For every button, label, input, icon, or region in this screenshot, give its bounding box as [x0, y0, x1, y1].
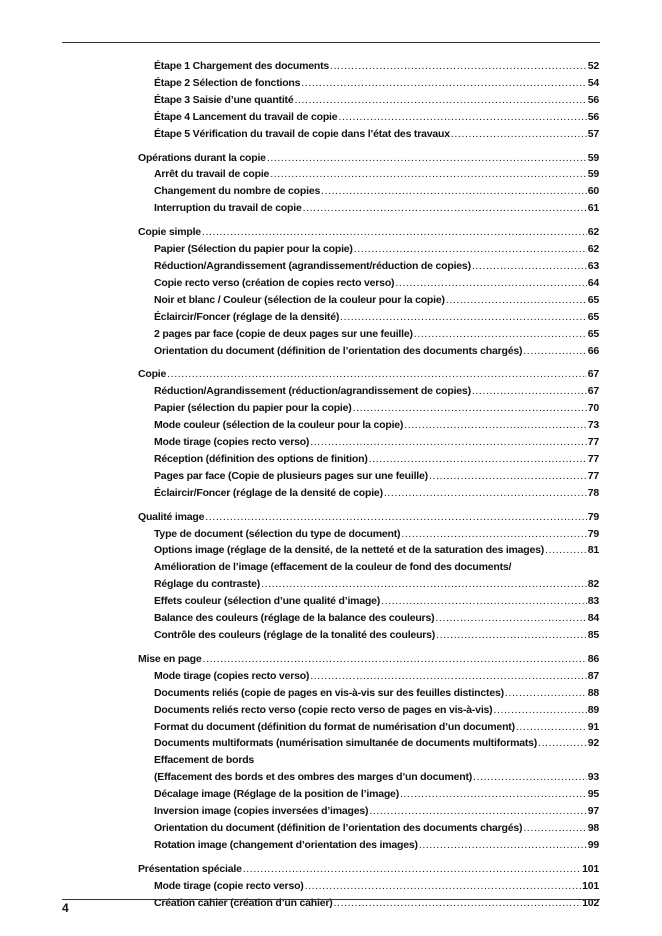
- toc-entry-page: 91: [587, 720, 599, 733]
- toc-section[interactable]: [138, 509, 599, 526]
- toc-entry[interactable]: [154, 610, 599, 627]
- dot-leader: [301, 75, 586, 92]
- toc-entry[interactable]: [154, 75, 599, 92]
- toc-entry[interactable]: [154, 292, 599, 309]
- dot-leader: [202, 224, 587, 241]
- toc-entry-page: 57: [587, 127, 599, 140]
- toc-entry[interactable]: [154, 109, 599, 126]
- toc-entry[interactable]: [154, 383, 599, 400]
- toc-entry[interactable]: [154, 702, 599, 719]
- toc-entry[interactable]: [154, 200, 599, 217]
- toc-entry-title: Format du document (définition du format de numérisation d’un document): [154, 720, 515, 733]
- page-number: 4: [62, 901, 69, 915]
- toc-entry-page: 79: [587, 527, 599, 540]
- toc-entry[interactable]: [154, 92, 599, 109]
- toc-entry-title: Décalage image (Réglage de la position de l’image): [154, 788, 399, 801]
- dot-leader: [384, 485, 587, 502]
- dot-leader: [401, 526, 586, 543]
- toc-entry-page: 87: [587, 669, 599, 682]
- toc-entry[interactable]: [154, 166, 599, 183]
- toc-entry-page: 66: [587, 344, 599, 357]
- toc-entry-title: Copie: [138, 368, 167, 381]
- dot-leader: [167, 366, 587, 383]
- dot-leader: [369, 451, 587, 468]
- toc-entry-page: 65: [587, 327, 599, 340]
- toc-section[interactable]: [138, 651, 599, 668]
- toc-entry[interactable]: [154, 786, 599, 803]
- toc-entry-title: Interruption du travail de copie: [154, 202, 302, 215]
- toc-entry-page: 86: [587, 652, 599, 665]
- toc-entry-page: 84: [587, 612, 599, 625]
- toc-entry-page: 59: [587, 151, 599, 164]
- toc-entry-page: 59: [587, 168, 599, 181]
- toc-entry-title: Documents reliés recto verso (copie recto verso de pages en vis-à-vis): [154, 703, 493, 716]
- toc-entry-title: Pages par face (Copie de plusieurs pages sur une feuille): [154, 469, 428, 482]
- toc-entry[interactable]: [154, 241, 599, 258]
- dot-leader: [203, 651, 587, 668]
- toc-entry-title: Contrôle des couleurs (réglage de la tonalité des couleurs): [154, 629, 436, 641]
- toc-entry-page: 101: [582, 862, 599, 875]
- toc-entry-title: Réduction/Agrandissement (agrandissement/réduction de copies): [154, 259, 471, 272]
- toc-entry-title: Arrêt du travail de copie: [154, 168, 270, 181]
- toc-entry-title: Copie recto verso (création de copies recto verso): [154, 276, 395, 289]
- toc-entry-page: 77: [587, 436, 599, 449]
- toc-entry[interactable]: [154, 719, 599, 736]
- toc-entry[interactable]: [154, 769, 599, 786]
- toc-entry-title: Qualité image: [138, 510, 205, 523]
- dot-leader: [545, 542, 587, 559]
- toc-entry-heading-line: Amélioration de l’image (effacement de la couleur de fond des documents/: [154, 561, 512, 574]
- toc-entry-title: Réglage du contraste): [154, 578, 261, 591]
- header-rule: [62, 42, 600, 43]
- toc-entry-title: Étape 3 Saisie d’une quantité: [154, 93, 294, 106]
- toc-entry-page: 77: [587, 469, 599, 482]
- toc-entry-page: 64: [587, 276, 599, 289]
- toc-section[interactable]: [138, 224, 599, 241]
- toc-entry[interactable]: [154, 58, 599, 75]
- toc-entry[interactable]: [154, 343, 599, 360]
- toc-entry[interactable]: [154, 400, 599, 417]
- toc-entry-title: (Effacement des bords et des ombres des marges d’un document): [154, 771, 473, 784]
- toc-entry-page: 54: [587, 76, 599, 89]
- dot-leader: [451, 126, 587, 143]
- toc-entry[interactable]: [154, 627, 599, 644]
- toc-entry-title: Effets couleur (sélection d’une qualité d’image): [154, 595, 381, 608]
- toc-entry[interactable]: [154, 468, 599, 485]
- toc-entry-title: Noir et blanc / Couleur (sélection de la couleur pour la copie): [154, 293, 445, 306]
- dot-leader: [205, 509, 586, 526]
- toc-entry-page: 65: [587, 293, 599, 306]
- toc-entry-page: 77: [587, 452, 599, 465]
- dot-leader: [369, 803, 586, 820]
- toc-entry-page: 62: [587, 226, 599, 239]
- dot-leader: [523, 820, 586, 837]
- dot-leader: [419, 837, 587, 854]
- toc-entry-page: 60: [587, 185, 599, 198]
- toc-entry-title: Éclaircir/Foncer (réglage de la densité): [154, 310, 340, 323]
- toc-entry[interactable]: [154, 275, 599, 292]
- toc-entry-page: 62: [587, 243, 599, 256]
- toc-entry[interactable]: [154, 735, 599, 752]
- dot-leader: [243, 861, 581, 878]
- toc-entry[interactable]: [154, 126, 599, 143]
- toc-entry-title: Étape 2 Sélection de fonctions: [154, 76, 301, 89]
- toc-entry[interactable]: [154, 895, 599, 912]
- toc-entry-title: Documents reliés (copie de pages en vis-à-vis sur des feuilles distinctes): [154, 686, 504, 699]
- toc-entry[interactable]: [154, 593, 599, 610]
- dot-leader: [395, 275, 586, 292]
- toc-entry[interactable]: [154, 837, 599, 854]
- toc-entry[interactable]: [154, 326, 599, 343]
- dot-leader: [472, 258, 587, 275]
- toc-entry-title: Mode couleur (sélection de la couleur pour la copie): [154, 419, 404, 432]
- toc-entry[interactable]: [154, 434, 599, 451]
- toc-entry-title: Réception (définition des options de finition): [154, 452, 368, 465]
- toc-entry-title: Éclaircir/Foncer (réglage de la densité de copie): [154, 486, 383, 499]
- toc-entry-page: 82: [587, 578, 599, 591]
- toc-entry-title: Changement du nombre de copies: [154, 185, 321, 198]
- dot-leader: [310, 434, 586, 451]
- toc-entry[interactable]: [154, 685, 599, 702]
- toc-entry-page: 67: [587, 385, 599, 398]
- toc-section[interactable]: [138, 366, 599, 383]
- toc-entry-page: 88: [587, 686, 599, 699]
- dot-leader: [267, 150, 587, 167]
- dot-leader: [523, 343, 586, 360]
- toc-entry-page: 81: [587, 544, 599, 557]
- toc-entry[interactable]: [154, 258, 599, 275]
- dot-leader: [473, 769, 587, 786]
- table-of-contents: [138, 58, 599, 912]
- toc-entry-title: Mode tirage (copies recto verso): [154, 436, 310, 449]
- dot-leader: [353, 400, 587, 417]
- toc-entry[interactable]: [154, 485, 599, 502]
- toc-entry-heading-line: Effacement de bords: [154, 754, 255, 767]
- toc-entry[interactable]: [154, 668, 599, 685]
- toc-entry-title: Inversion image (copies inversées d’images): [154, 805, 369, 818]
- dot-leader: [330, 58, 587, 75]
- toc-entry-title: Étape 5 Vérification du travail de copie dans l’état des travaux: [154, 127, 450, 140]
- toc-entry[interactable]: [154, 820, 599, 837]
- toc-entry-title: Balance des couleurs (réglage de la balance des couleurs): [154, 612, 435, 625]
- toc-entry-title: Copie simple: [138, 226, 201, 239]
- toc-entry-page: 61: [587, 202, 599, 215]
- dot-leader: [303, 200, 587, 217]
- dot-leader: [446, 292, 587, 309]
- dot-leader: [429, 468, 587, 485]
- toc-entry[interactable]: [154, 542, 599, 559]
- toc-entry-page: 67: [587, 368, 599, 381]
- toc-entry[interactable]: [154, 803, 599, 820]
- dot-leader: [400, 786, 587, 803]
- dot-leader: [381, 593, 587, 610]
- dot-leader: [493, 702, 586, 719]
- toc-entry-page: 52: [587, 60, 599, 72]
- toc-section[interactable]: [138, 150, 599, 167]
- toc-entry[interactable]: [154, 183, 599, 200]
- toc-entry-title: Papier (Sélection du papier pour la copie): [154, 243, 353, 256]
- toc-entry-page: 70: [587, 402, 599, 415]
- toc-entry-page: 89: [587, 703, 599, 716]
- toc-entry-title: Étape 1 Chargement des documents: [154, 60, 330, 72]
- toc-entry-title: Orientation du document (définition de l’orientation des documents chargés): [154, 821, 523, 834]
- dot-leader: [404, 417, 586, 434]
- toc-entry-page: 73: [587, 419, 599, 432]
- dot-leader: [321, 183, 587, 200]
- toc-entry-page: 63: [587, 259, 599, 272]
- toc-entry-title: Présentation spéciale: [138, 862, 242, 875]
- toc-entry-page: 101: [582, 879, 599, 892]
- toc-entry-page: 83: [587, 595, 599, 608]
- dot-leader: [414, 326, 587, 343]
- toc-entry[interactable]: [154, 451, 599, 468]
- dot-leader: [340, 309, 587, 326]
- footer-rule: [62, 899, 600, 900]
- dot-leader: [334, 895, 582, 912]
- dot-leader: [354, 241, 587, 258]
- dot-leader: [505, 685, 587, 702]
- toc-entry-page: 102: [582, 896, 599, 909]
- dot-leader: [538, 735, 587, 752]
- dot-leader: [435, 610, 586, 627]
- dot-leader: [338, 109, 586, 126]
- toc-entry-title: Mise en page: [138, 652, 202, 665]
- toc-entry-page: 99: [587, 838, 599, 851]
- dot-leader: [310, 668, 586, 685]
- toc-entry-page: 56: [587, 93, 599, 106]
- toc-entry[interactable]: [154, 576, 599, 593]
- toc-entry-page: 79: [587, 510, 599, 523]
- dot-leader: [261, 576, 587, 593]
- toc-entry-title: Options image (réglage de la densité, de la netteté et de la saturation des images): [154, 544, 545, 557]
- toc-entry-title: Orientation du document (définition de l’orientation des documents chargés): [154, 344, 523, 357]
- toc-entry-title: 2 pages par face (copie de deux pages sur une feuille): [154, 327, 413, 340]
- toc-entry-page: 95: [587, 788, 599, 801]
- toc-entry-title: Rotation image (changement d’orientation des images): [154, 838, 418, 851]
- toc-entry-title: Opérations durant la copie: [138, 151, 266, 164]
- dot-leader: [472, 383, 587, 400]
- toc-entry-title: Documents multiformats (numérisation simultanée de documents multiformats): [154, 737, 538, 750]
- toc-entry-title: Mode tirage (copie recto verso): [154, 879, 304, 892]
- toc-entry-page: 78: [587, 486, 599, 499]
- toc-entry-title: Réduction/Agrandissement (réduction/agrandissement de copies): [154, 385, 471, 398]
- toc-entry[interactable]: [154, 878, 599, 895]
- toc-entry-page: 56: [587, 110, 599, 123]
- toc-entry-page: 92: [587, 737, 599, 750]
- toc-entry-title: Mode tirage (copies recto verso): [154, 669, 310, 682]
- dot-leader: [305, 878, 581, 895]
- dot-leader: [436, 627, 587, 644]
- toc-entry[interactable]: [154, 417, 599, 434]
- dot-leader: [516, 719, 587, 736]
- dot-leader: [295, 92, 587, 109]
- toc-entry-page: 85: [587, 629, 599, 641]
- toc-entry[interactable]: [154, 526, 599, 543]
- toc-entry-page: 98: [587, 821, 599, 834]
- toc-entry-title: Type de document (sélection du type de document): [154, 527, 401, 540]
- toc-section[interactable]: [138, 861, 599, 878]
- toc-entry-page: 93: [587, 771, 599, 784]
- toc-entry-title: Étape 4 Lancement du travail de copie: [154, 110, 338, 123]
- toc-entry-page: 65: [587, 310, 599, 323]
- dot-leader: [270, 166, 587, 183]
- toc-entry-title: Création cahier (création d’un cahier): [154, 896, 333, 909]
- toc-entry-page: 97: [587, 805, 599, 818]
- toc-entry-title: Papier (sélection du papier pour la copie): [154, 402, 352, 415]
- toc-entry[interactable]: [154, 309, 599, 326]
